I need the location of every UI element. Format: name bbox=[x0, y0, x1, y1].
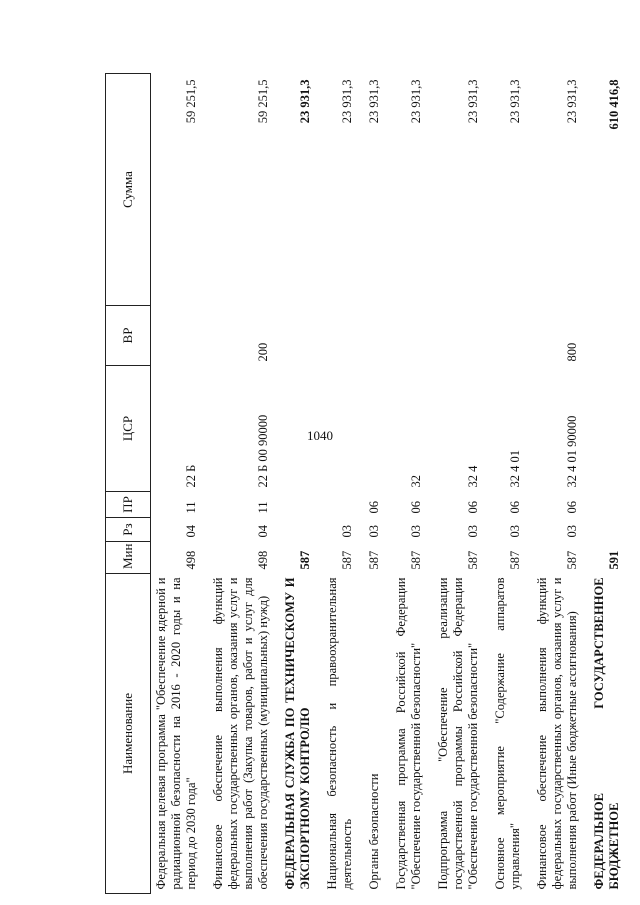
cell-sum: 23 931,3 bbox=[565, 79, 579, 124]
cell-rz: 03 bbox=[340, 525, 354, 538]
cell-pr: 06 bbox=[367, 501, 381, 514]
cell-sum: 610 416,8 bbox=[607, 79, 621, 130]
cell-min: 587 bbox=[340, 550, 354, 570]
cell-pr: 06 bbox=[466, 501, 480, 514]
cell-vr bbox=[490, 306, 526, 366]
cell-sum: 59 251,5 bbox=[256, 79, 270, 124]
cell-csr: 22 Б bbox=[184, 464, 198, 488]
cell-csr: 32 bbox=[409, 475, 423, 488]
cell-name: Финансовое обеспечение выполнения функций федеральных государственных органов, оказания услуг и выполнения работ (Закупка товаров, работ и услуг для обеспечения государственных (муниципальных) нужд) bbox=[211, 577, 270, 890]
cell-pr: 06 bbox=[409, 501, 423, 514]
header-sum: Сумма bbox=[106, 74, 151, 306]
cell-pr: 06 bbox=[565, 501, 579, 514]
cell-name: Национальная безопасность и правоохранительная деятельность bbox=[325, 577, 354, 890]
cell-csr: 32 4 01 90000 bbox=[565, 415, 579, 488]
header-name: Наименование bbox=[106, 574, 151, 894]
page-number: 1040 bbox=[307, 428, 333, 443]
cell-sum: 23 931,3 bbox=[340, 79, 354, 124]
cell-rz: 04 bbox=[184, 525, 198, 538]
cell-min: 587 bbox=[565, 550, 579, 570]
table-row bbox=[364, 74, 385, 894]
cell-vr bbox=[364, 306, 385, 366]
cell-name: Основное мероприятие "Содержание аппаратов управления" bbox=[493, 577, 522, 890]
header-csr: ЦСР bbox=[106, 366, 151, 492]
cell-pr bbox=[322, 492, 358, 518]
cell-rz: 04 bbox=[256, 525, 270, 538]
cell-vr: 800 bbox=[565, 342, 579, 362]
cell-min: 498 bbox=[256, 550, 270, 570]
cell-vr bbox=[391, 306, 427, 366]
cell-vr bbox=[433, 306, 484, 366]
cell-vr bbox=[151, 306, 203, 366]
cell-rz: 03 bbox=[508, 525, 522, 538]
table-row bbox=[391, 74, 427, 894]
cell-name: Государственная программа Российской Федерации "Обеспечение государственной безопасности" bbox=[394, 577, 423, 890]
table-row bbox=[151, 74, 203, 894]
cell-vr bbox=[280, 306, 316, 366]
cell-vr: 200 bbox=[256, 342, 270, 362]
cell-vr bbox=[322, 306, 358, 366]
cell-rz: 03 bbox=[409, 525, 423, 538]
cell-min: 587 bbox=[466, 550, 480, 570]
cell-csr: 22 Б 00 90000 bbox=[256, 414, 270, 488]
cell-pr bbox=[280, 492, 316, 518]
cell-rz: 03 bbox=[367, 525, 381, 538]
cell-sum: 59 251,5 bbox=[184, 79, 198, 124]
cell-min: 591 bbox=[607, 550, 621, 570]
header-rz: Рз bbox=[106, 518, 151, 542]
table-row bbox=[532, 74, 583, 894]
cell-sum: 23 931,3 bbox=[409, 79, 423, 124]
cell-sum: 23 931,3 bbox=[298, 79, 312, 124]
budget-table bbox=[105, 73, 625, 894]
cell-name: Финансовое обеспечение выполнения функций федеральных государственных органов, оказания услуг и выполнения работ (Иные бюджетные ассигнования) bbox=[535, 577, 579, 890]
rotated-page bbox=[105, 74, 621, 894]
cell-min: 587 bbox=[367, 550, 381, 570]
cell-sum: 23 931,3 bbox=[466, 79, 480, 124]
table-row bbox=[589, 74, 625, 894]
table-row bbox=[322, 74, 358, 894]
cell-name: Органы безопасности bbox=[367, 773, 381, 890]
cell-min: 587 bbox=[409, 550, 423, 570]
cell-sum: 23 931,3 bbox=[367, 79, 381, 124]
table-row bbox=[490, 74, 526, 894]
cell-csr bbox=[280, 366, 316, 492]
cell-min: 587 bbox=[508, 550, 522, 570]
cell-csr bbox=[322, 366, 358, 492]
header-vr: ВР bbox=[106, 306, 151, 366]
cell-name: Подпрограмма "Обеспечение реализации государственной программы Российской Федерации "Обеспечение государственной безопасности" bbox=[436, 577, 480, 890]
cell-pr: 06 bbox=[508, 501, 522, 514]
cell-rz bbox=[280, 518, 316, 542]
table-row bbox=[280, 74, 316, 894]
header-row bbox=[106, 74, 151, 894]
cell-rz bbox=[589, 518, 625, 542]
cell-sum: 23 931,3 bbox=[508, 79, 522, 124]
cell-min: 587 bbox=[298, 550, 312, 570]
table-row bbox=[433, 74, 484, 894]
cell-csr: 32 4 01 bbox=[508, 450, 522, 488]
cell-name: ФЕДЕРАЛЬНОЕ ГОСУДАРСТВЕННОЕ БЮДЖЕТНОЕ bbox=[592, 577, 621, 890]
cell-csr: 32 4 bbox=[466, 465, 480, 488]
cell-pr: 11 bbox=[256, 501, 270, 514]
cell-rz: 03 bbox=[565, 525, 579, 538]
table-body bbox=[151, 74, 626, 894]
cell-pr: 11 bbox=[184, 501, 198, 514]
cell-csr bbox=[364, 366, 385, 492]
cell-csr bbox=[589, 366, 625, 492]
cell-rz: 03 bbox=[466, 525, 480, 538]
cell-name: ФЕДЕРАЛЬНАЯ СЛУЖБА ПО ТЕХНИЧЕСКОМУ И ЭКСПОРТНОМУ КОНТРОЛЮ bbox=[283, 577, 312, 890]
cell-min: 498 bbox=[184, 550, 198, 570]
header-pr: ПР bbox=[106, 492, 151, 518]
cell-name: Федеральная целевая программа "Обеспечение ядерной и радиационной безопасности на 2016 - 2020 годы и на период до 2030 года" bbox=[154, 577, 198, 890]
cell-pr bbox=[589, 492, 625, 518]
cell-vr bbox=[589, 306, 625, 366]
header-min: Мин bbox=[106, 542, 151, 574]
table-row bbox=[208, 74, 274, 894]
